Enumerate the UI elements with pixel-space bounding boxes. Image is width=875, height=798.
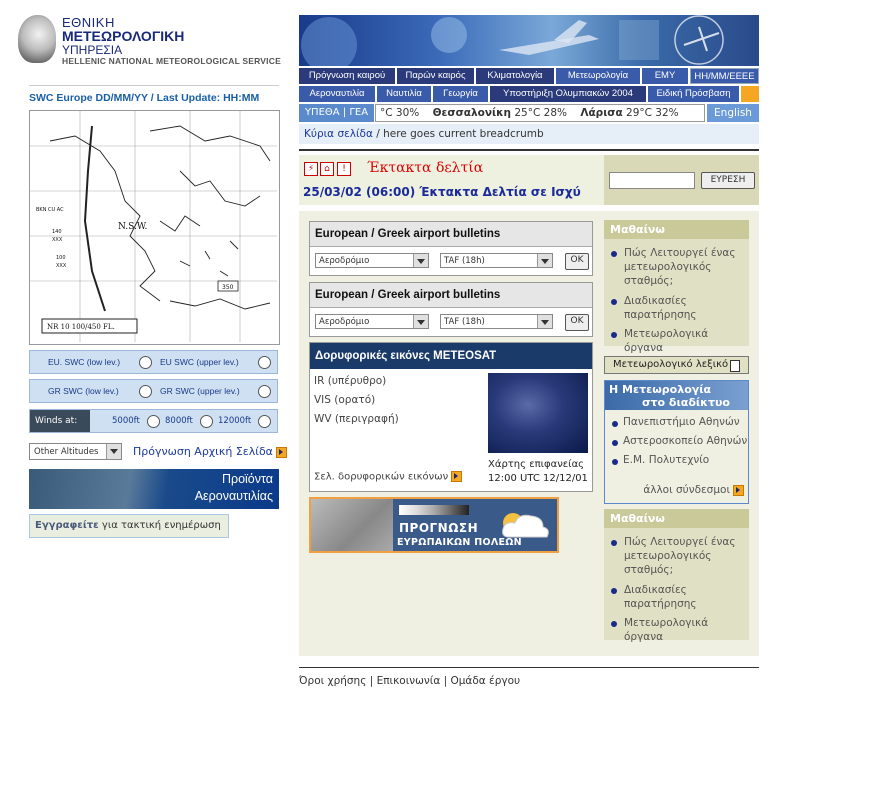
ticker-thessaloniki-value: 25°C 28% [514,107,567,119]
bullet-icon [611,588,617,594]
winds-5000-label: 5000ft [112,416,140,426]
learn-2-box [604,528,749,643]
logo-line4: HELLENIC NATIONAL METEOROLOGICAL SERVICE [62,56,281,66]
winds-row [29,409,278,433]
internet-link-ntua[interactable]: Ε.Μ. Πολυτεχνίο [623,454,710,466]
lexicon-link[interactable] [604,356,749,374]
alerts-status[interactable]: 25/03/02 (06:00) Έκτακτα Δελτία σε Ισχύ [303,185,581,199]
search-button[interactable]: ΕΥΡΕΣΗ [701,172,755,189]
swc-eu-upper-radio[interactable] [258,356,271,369]
swc-gr-upper-radio[interactable] [258,385,271,398]
ticker-city-larisa: Λάρισα [580,107,623,119]
bullet-icon [611,251,617,257]
swc-gr-upper-label: GR SWC (upper lev.) [160,386,240,396]
search-input[interactable] [609,172,695,189]
learn-2-header: Μαθαίνω [604,509,749,528]
left-divider [29,85,279,86]
europe-map-thumb [311,499,393,551]
learn-2-item-observation[interactable]: Διαδικασίες παρατήρησης [624,584,697,610]
map-label-box: NR 10 100/450 FL. [47,323,115,331]
chevron-down-icon [106,444,121,459]
bullet-icon [612,421,618,427]
bullet-icon [612,440,618,446]
satellite-image[interactable] [488,373,588,453]
more-links-label: άλλοι σύνδεσμοι [643,484,730,496]
internet-title-line2: στο διαδίκτυο [641,396,730,409]
more-links[interactable] [643,484,744,496]
winds-8000-radio[interactable] [200,415,213,428]
bulletins-1-type-select[interactable] [440,253,553,268]
learn-1-item-observation[interactable]: Διαδικασίες παρατήρησης [624,295,697,321]
learn-1-box [604,239,749,354]
logo-line1: ΕΘΝΙΚΗ [62,15,115,30]
meteosat-wv-link[interactable]: WV (περιγραφή) [314,413,399,425]
chevron-down-icon [413,254,428,267]
nav-special-access[interactable]: Ειδική Πρόσβαση [648,86,739,102]
altitude-select-value: Other Altitudes [34,447,99,457]
swc-gr-row [29,379,278,403]
bulletins-2-type-value: TAF (18h) [444,317,485,327]
satellite-caption-line1: Χάρτης επιφανείας [488,459,585,470]
swc-eu-upper-label: EU SWC (upper lev.) [160,357,239,367]
learn-1-item-station[interactable]: Πώς Λειτουργεί ένας μετεωρολογικός σταθμός; [624,247,736,287]
nav-aeronautics[interactable]: Αεροναυτιλία [299,86,375,102]
bulletins-2-airport-select[interactable] [315,314,429,329]
register-rest: για τακτική ενημέρωση [98,520,221,531]
ticker-larisa-value: 29°C 32% [626,107,679,119]
internet-links-box [604,380,749,504]
cities-forecast-line1: ΠΡΟΓΝΩΣΗ [399,521,479,535]
learn-1-item-instruments[interactable]: Μετεωρολογικά όργανα [624,328,709,354]
chevron-down-icon [537,254,552,267]
bulletins-2-ok-button[interactable]: OK [565,314,589,331]
lexicon-label: Μετεωρολογικό λεξικό [613,359,729,370]
ticker-city-thessaloniki: Θεσσαλονίκη [432,107,512,119]
swc-eu-low-label: EU. SWC (low lev.) [48,357,121,367]
search-area [604,155,759,205]
map-label-100: 100 [56,255,66,261]
swc-gr-low-label: GR SWC (low lev.) [48,386,119,396]
register-link[interactable] [29,514,229,538]
bulletins-panel-1 [309,221,593,276]
footer-divider [299,667,759,668]
cities-forecast-line2: ΕΥΡΩΠΑΙΚΩΝ ΠΟΛΕΩΝ [397,537,522,548]
meteosat-vis-link[interactable]: VIS (ορατό) [314,394,376,406]
satellite-caption [488,458,588,486]
aero-banner-line2: Αεροναυτιλίας [194,489,273,503]
map-label-xxx1: XXX [52,237,63,243]
logo-portrait [18,15,56,63]
swc-gr-low-radio[interactable] [139,385,152,398]
arrow-right-icon [451,471,462,482]
nav-present-weather[interactable]: Παρών καιρός [397,68,474,84]
footer-terms-link[interactable]: Όροι χρήσης [299,675,367,687]
satellite-caption-line2: 12:00 UTC 12/12/01 [488,473,588,484]
meteosat-panel [309,342,593,492]
internet-link-observatory[interactable]: Αστεροσκοπείο Αθηνών [623,435,748,447]
ticker-first-value: °C 30% [380,107,420,119]
arrow-right-icon [276,447,287,458]
bulletins-2-type-select[interactable] [440,314,553,329]
map-label-bkn: BKN CU AC [36,207,64,213]
bulletins-2-airport-value: Αεροδρόμιο [319,317,370,327]
internet-header [605,381,748,410]
bulletins-1-airport-value: Αεροδρόμιο [319,256,370,266]
footer: Όροι χρήσης | Επικοινωνία | Ομάδα έργου [299,675,521,687]
header-divider [299,149,759,151]
nav-emy[interactable]: ΕΜΥ [642,68,688,84]
bullet-icon [611,299,617,305]
logo-line3: ΥΠΗΡΕΣΙΑ [62,43,123,57]
learn-2-item-instruments[interactable]: Μετεωρολογικά όργανα [624,617,709,643]
nav-accent-block [741,86,759,102]
meteosat-more-label: Σελ. δορυφορικών εικόνων [314,471,449,483]
map-label-350: 350 [222,284,234,291]
swc-map-drawing [30,111,277,342]
learn-1-header: Μαθαίνω [604,220,749,239]
winds-12000-radio[interactable] [258,415,271,428]
winds-8000-label: 8000ft [165,416,193,426]
winds-5000-radio[interactable] [147,415,160,428]
arrow-right-icon [733,485,744,496]
breadcrumb-home[interactable]: Κύρια σελίδα [304,128,373,140]
logo-line2: ΜΕΤΕΩΡΟΛΟΓΙΚΗ [62,28,185,44]
hnms-logo[interactable] [18,15,283,70]
nav-climatology[interactable]: Κλιματολογία [476,68,554,84]
forecast-home-label: Πρόγνωση Αρχική Σελίδα [133,445,273,458]
bulletins-2-title: European / Greek airport bulletins [310,283,592,308]
main-content [299,211,759,656]
grayscale-strip [399,505,469,515]
map-label-nsw: N.S.W. [118,222,148,232]
european-cities-forecast-banner[interactable] [309,497,559,553]
map-label-140: 140 [52,229,62,235]
swc-map[interactable] [29,110,280,345]
chevron-down-icon [537,315,552,328]
breadcrumb-current: here goes current breadcrumb [383,128,544,140]
bulletins-1-type-value: TAF (18h) [444,256,485,266]
bulletins-1-airport-select[interactable] [315,253,429,268]
house-icon: ⌂ [320,162,334,176]
ypega-link[interactable]: ΥΠΕΘΑ | ΓΕΑ [299,104,374,122]
warning-icon: ! [337,162,351,176]
internet-link-uoa[interactable]: Πανεπιστήμιο Αθηνών [623,416,740,428]
bullet-icon [611,332,617,338]
swc-eu-row [29,350,278,374]
bulletins-1-title: European / Greek airport bulletins [310,222,592,247]
winds-12000-label: 12000ft [218,416,252,426]
meteosat-ir-link[interactable]: IR (υπέρυθρο) [314,375,387,387]
aero-products-banner[interactable] [29,469,279,509]
internet-title-line1: Η Μετεωρολογία [609,383,712,396]
register-bold: Εγγραφείτε [35,520,99,531]
footer-team-link[interactable]: Ομάδα έργου [450,675,521,687]
nav-meteorology[interactable]: Μετεωρολογία [556,68,640,84]
bullet-icon [612,459,618,465]
swc-eu-low-radio[interactable] [139,356,152,369]
nav-olympics-2004[interactable]: Υποστήριξη Ολυμπιακών 2004 [490,86,646,102]
map-label-xxx2: XXX [56,263,67,269]
banner-image [299,15,759,66]
bulletins-panel-2 [309,282,593,337]
breadcrumb-sep: / [372,128,384,140]
bullet-icon [611,540,617,546]
altitude-select[interactable] [29,443,122,460]
alerts-area [299,155,604,205]
aero-banner-line1: Προϊόντα [221,472,273,486]
alerts-title[interactable]: Έκτακτα δελτία [367,160,484,176]
cities-forecast-panel [393,499,557,551]
document-icon [730,360,740,372]
footer-contact-link[interactable]: Επικοινωνία [376,675,441,687]
learn-2-item-station[interactable]: Πώς Λειτουργεί ένας μετεωρολογικός σταθμός; [624,536,736,576]
lightning-icon: ⚡ [304,162,318,176]
swc-title: SWC Europe DD/MM/YY / Last Update: HH:MM [29,92,260,104]
bullet-icon [611,621,617,627]
header-banner [299,15,759,66]
meteosat-more-link[interactable] [314,471,462,483]
english-link[interactable]: English [707,104,759,122]
nav-datetime: HH/MM/EEEE [690,68,759,84]
winds-label: Winds at: [30,410,90,432]
bulletins-1-ok-button[interactable]: OK [565,253,589,270]
breadcrumb [299,124,759,144]
chevron-down-icon [413,315,428,328]
nav-shipping[interactable]: Ναυτιλία [377,86,431,102]
weather-ticker [375,104,705,122]
meteosat-title: Δορυφορικές εικόνες METEOSAT [310,343,592,369]
nav-agriculture[interactable]: Γεωργία [433,86,488,102]
forecast-home-link[interactable] [133,445,287,458]
nav-forecast[interactable]: Πρόγνωση καιρού [299,68,395,84]
